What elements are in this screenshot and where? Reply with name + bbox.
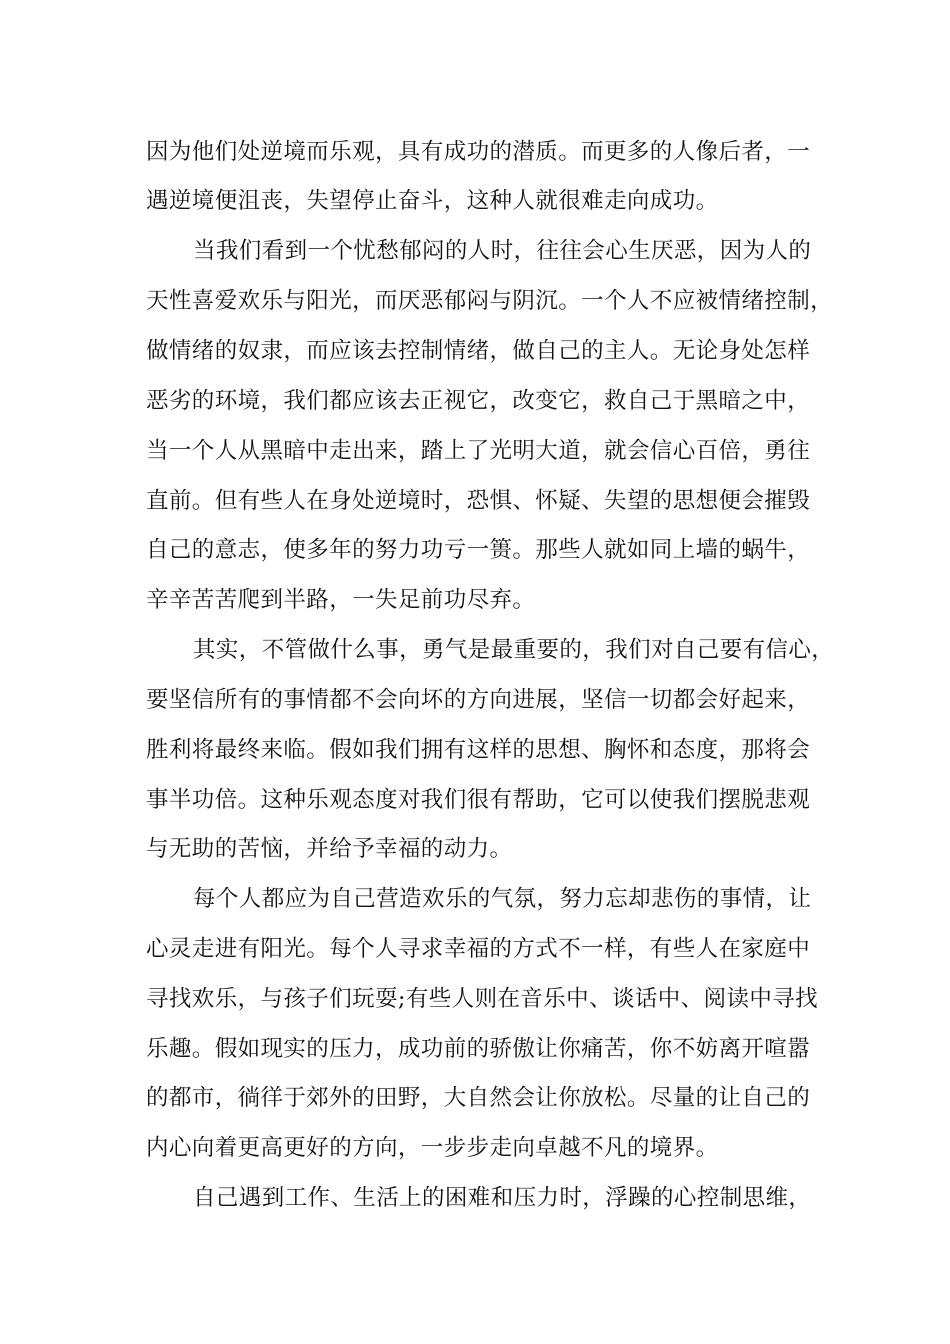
text-line: 心灵走进有阳光。每个人寻求幸福的方式不一样，有些人在家庭中 (146, 936, 811, 962)
text-line: 乐趣。假如现实的压力，成功前的骄傲让你痛苦，你不妨离开喧嚣 (146, 1036, 811, 1062)
text-line: 恶劣的环境，我们都应该去正视它，改变它，救自己于黑暗之中， (146, 388, 811, 414)
paragraph-start-line: 当我们看到一个忧愁郁闷的人时，往往会心生厌恶，因为人的 (193, 238, 812, 264)
text-line: 的都市，徜徉于郊外的田野，大自然会让你放松。尽量的让自己的 (146, 1085, 811, 1111)
text-line: 直前。但有些人在身处逆境时，恐惧、怀疑、失望的思想便会摧毁 (146, 488, 811, 514)
text-line: 做情绪的奴隶，而应该去控制情绪，做自己的主人。无论身处怎样 (146, 338, 811, 364)
text-line: 要坚信所有的事情都不会向坏的方向进展，坚信一切都会好起来， (146, 687, 811, 713)
text-line: 事半功倍。这种乐观态度对我们很有帮助，它可以使我们摆脱悲观 (146, 787, 811, 813)
text-line: 天性喜爱欢乐与阳光，而厌恶郁闷与阴沉。一个人不应被情绪控制， (146, 288, 834, 314)
text-line: 胜利将最终来临。假如我们拥有这样的思想、胸怀和态度，那将会 (146, 737, 811, 763)
text-line: 内心向着更高更好的方向，一步步走向卓越不凡的境界。 (146, 1135, 719, 1161)
text-line: 自己的意志，使多年的努力功亏一篑。那些人就如同上墙的蜗牛， (146, 537, 811, 563)
paragraph-start-line: 其实，不管做什么事，勇气是最重要的，我们对自己要有信心， (193, 637, 835, 663)
text-line: 与无助的苦恼，并给予幸福的动力。 (146, 836, 513, 862)
text-line: 辛辛苦苦爬到半路，一失足前功尽弃。 (146, 587, 536, 613)
paragraph-start-line: 每个人都应为自己营造欢乐的气氛，努力忘却悲伤的事情，让 (193, 886, 812, 912)
text-line: 因为他们处逆境而乐观，具有成功的潜质。而更多的人像后者，一 (146, 139, 811, 165)
text-line: 寻找欢乐，与孩子们玩耍;有些人则在音乐中、谈话中、阅读中寻找 (146, 986, 819, 1012)
paragraph-start-line: 自己遇到工作、生活上的困难和压力时，浮躁的心控制思维， (193, 1185, 812, 1211)
text-line: 遇逆境便沮丧，失望停止奋斗，这种人就很难走向成功。 (146, 188, 719, 214)
text-line: 当一个人从黑暗中走出来，踏上了光明大道，就会信心百倍，勇往 (146, 438, 811, 464)
